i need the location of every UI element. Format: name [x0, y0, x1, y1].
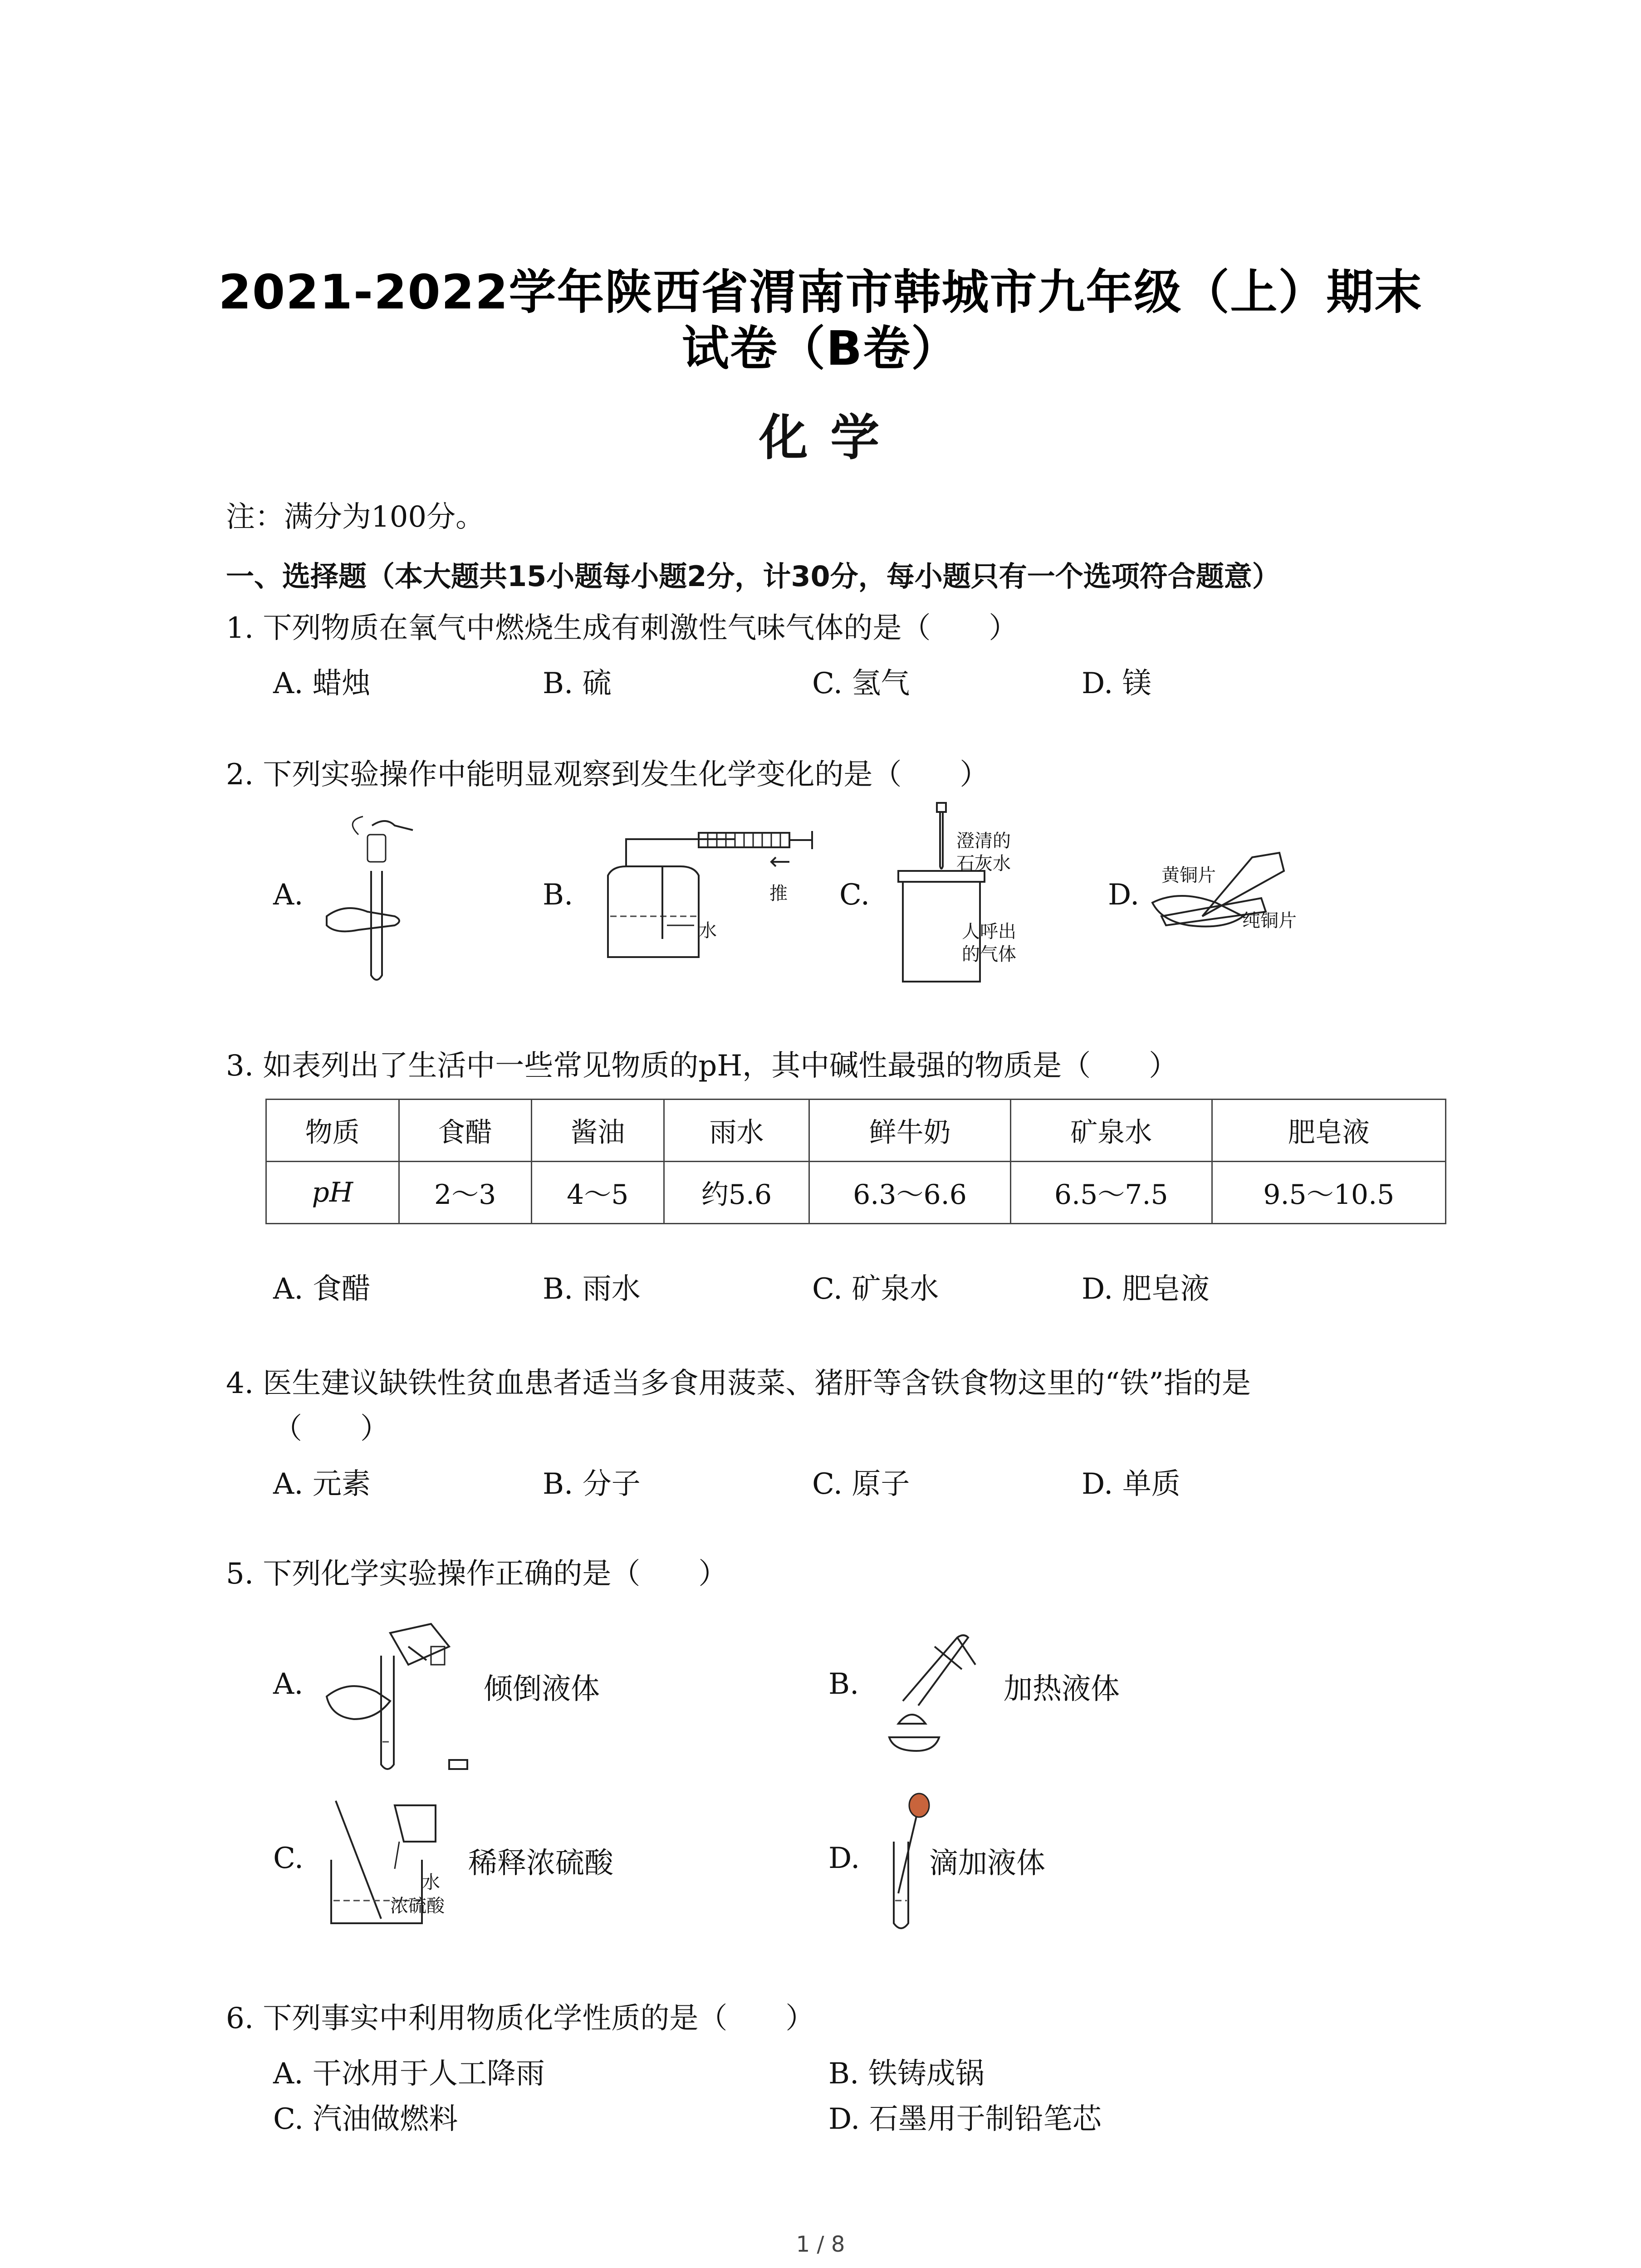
q2-option-d[interactable]: D.	[1108, 878, 1140, 912]
question-4-stem-continued: （ ）	[273, 1412, 389, 1446]
ph-table-cell: 2～3	[399, 1162, 531, 1224]
q4-option-b[interactable]: B. 分子	[543, 1467, 641, 1501]
q2-c-limewater-label-1: 澄清的	[956, 831, 1011, 851]
page-number: 1 / 8	[796, 2232, 845, 2257]
q1-option-a[interactable]: A. 蜡烛	[273, 667, 371, 700]
ph-table-cell: pH	[266, 1162, 399, 1224]
ph-table-cell: 9.5～10.5	[1212, 1162, 1445, 1224]
q4-option-c[interactable]: C. 原子	[812, 1467, 910, 1501]
ph-table-header: 物质	[266, 1100, 399, 1162]
section-heading: 一、选择题（本大题共15小题每小题2分，计30分，每小题只有一个选项符合题意）	[226, 560, 1280, 593]
q5-figure-a-pouring-liquid	[318, 1619, 490, 1783]
q5-option-d[interactable]: D.	[828, 1842, 860, 1875]
q1-option-b[interactable]: B. 硫	[543, 667, 612, 700]
q5-option-a[interactable]: A.	[273, 1667, 304, 1701]
q5-caption-c: 稀释浓硫酸	[468, 1847, 613, 1880]
q3-option-b[interactable]: B. 雨水	[543, 1272, 641, 1306]
question-1-stem: 1. 下列物质在氧气中燃烧生成有刺激性气味气体的是（ ）	[226, 611, 1018, 645]
q6-option-a[interactable]: A. 干冰用于人工降雨	[273, 2057, 545, 2091]
ph-table-cell: 6.5～7.5	[1010, 1162, 1212, 1224]
q5-figure-b-heating-liquid	[876, 1624, 994, 1760]
q3-option-a[interactable]: A. 食醋	[273, 1272, 371, 1306]
ph-table	[265, 1099, 1446, 1224]
q6-option-d[interactable]: D. 石墨用于制铅笔芯	[828, 2102, 1102, 2136]
question-3-stem: 3. 如表列出了生活中一些常见物质的pH，其中碱性最强的物质是（ ）	[226, 1049, 1178, 1083]
subject-heading: 化 学	[759, 410, 882, 466]
exam-title-line1: 2021-2022学年陕西省渭南市韩城市九年级（上）期末	[218, 264, 1423, 320]
q2-c-breath-label-1: 人呼出	[962, 921, 1016, 942]
q2-figure-a-test-tube	[318, 807, 436, 989]
q2-option-a[interactable]: A.	[273, 878, 304, 912]
q2-option-c[interactable]: C.	[839, 878, 870, 912]
q2-c-breath-label-2: 的气体	[962, 944, 1016, 965]
ph-table-header: 矿泉水	[1010, 1100, 1212, 1162]
q5-c-acid-label: 浓硫酸	[390, 1896, 445, 1916]
ph-table-cell: 约5.6	[664, 1162, 809, 1224]
q4-option-a[interactable]: A. 元素	[273, 1467, 371, 1501]
q4-option-d[interactable]: D. 单质	[1082, 1467, 1181, 1501]
ph-table-header: 肥皂液	[1212, 1100, 1445, 1162]
q2-b-push-label: 推	[769, 883, 788, 904]
q5-caption-b: 加热液体	[1004, 1672, 1120, 1706]
ph-table-cell: 4～5	[531, 1162, 664, 1224]
q2-b-water-label: 水	[699, 920, 717, 941]
score-note: 注：满分为100分。	[226, 500, 485, 534]
question-4-stem: 4. 医生建议缺铁性贫血患者适当多食用菠菜、猪肝等含铁食物这里的“铁”指的是	[226, 1367, 1251, 1400]
ph-table-header: 食醋	[399, 1100, 531, 1162]
q5-caption-a: 倾倒液体	[484, 1672, 600, 1706]
ph-table-value-row	[266, 1162, 1446, 1224]
q2-figure-b-syringe-bottle	[590, 826, 826, 980]
q5-c-water-label: 水	[422, 1872, 440, 1893]
q3-option-c[interactable]: C. 矿泉水	[812, 1272, 939, 1306]
q1-option-d[interactable]: D. 镁	[1082, 667, 1151, 700]
exam-title-line2: 试卷（B卷）	[681, 321, 960, 376]
question-5-stem: 5. 下列化学实验操作正确的是（ ）	[226, 1557, 728, 1591]
q5-option-b[interactable]: B.	[828, 1667, 859, 1701]
q5-option-c[interactable]: C.	[273, 1842, 304, 1875]
q5-caption-d: 滴加液体	[929, 1847, 1045, 1880]
q2-option-b[interactable]: B.	[543, 878, 573, 912]
q2-d-copper-label: 纯铜片	[1242, 910, 1297, 931]
ph-table-cell: 6.3～6.6	[809, 1162, 1011, 1224]
ph-table-header: 酱油	[531, 1100, 664, 1162]
question-2-stem: 2. 下列实验操作中能明显观察到发生化学变化的是（ ）	[226, 758, 989, 792]
q6-option-c[interactable]: C. 汽油做燃料	[273, 2102, 458, 2136]
q2-c-limewater-label-2: 石灰水	[956, 853, 1011, 874]
ph-table-header: 鲜牛奶	[809, 1100, 1011, 1162]
q2-d-brass-label: 黄铜片	[1161, 865, 1216, 886]
ph-table-header: 雨水	[664, 1100, 809, 1162]
q1-option-c[interactable]: C. 氢气	[812, 667, 910, 700]
q3-option-d[interactable]: D. 肥皂液	[1082, 1272, 1210, 1306]
question-6-stem: 6. 下列事实中利用物质化学性质的是（ ）	[226, 2002, 815, 2035]
q6-option-b[interactable]: B. 铁铸成锅	[828, 2057, 985, 2091]
ph-table-header-row	[266, 1100, 1446, 1162]
